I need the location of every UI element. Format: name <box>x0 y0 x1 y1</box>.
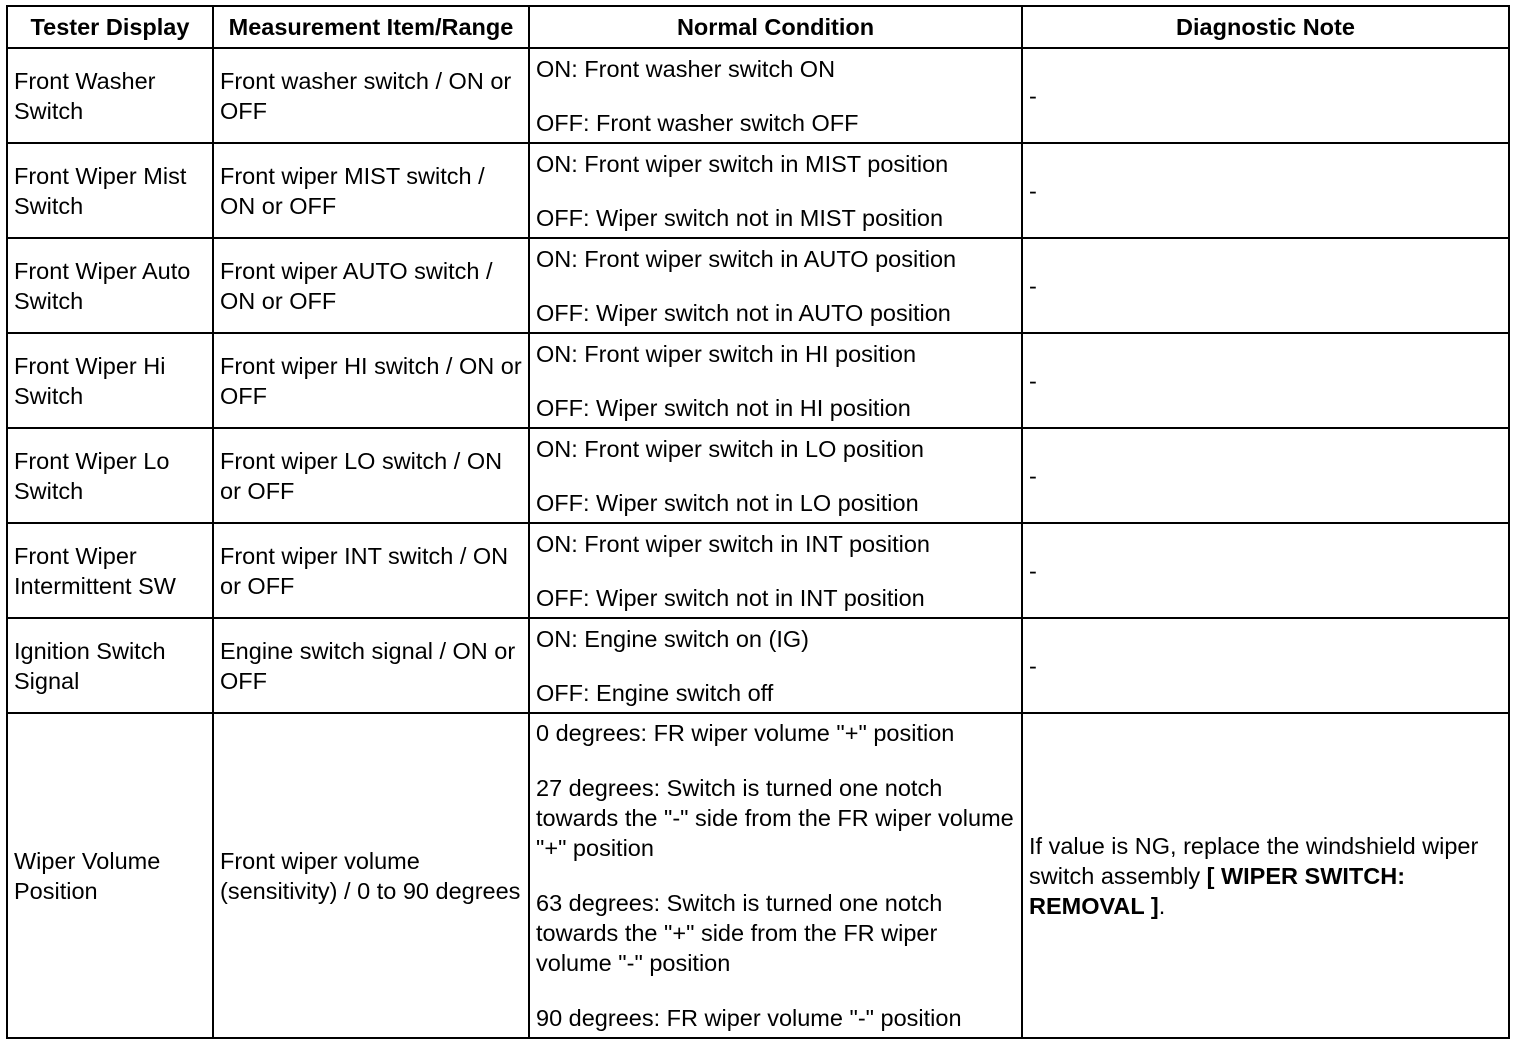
measurement-cell: Front wiper AUTO switch / ON or OFF <box>213 238 529 333</box>
tester-display-cell: Front Wiper Auto Switch <box>7 238 213 333</box>
measurement-cell: Front wiper HI switch / ON or OFF <box>213 333 529 428</box>
normal-condition-cell <box>529 713 1022 1038</box>
tester-display-cell: Ignition Switch Signal <box>7 618 213 713</box>
data-list-table <box>6 5 1510 1039</box>
tester-display-cell: Front Wiper Mist Switch <box>7 143 213 238</box>
spacer <box>536 559 1015 583</box>
condition-0-degrees: 0 degrees: FR wiper volume "+" position <box>536 720 955 746</box>
measurement-cell: Front wiper volume (sensitivity) / 0 to 90 degrees <box>213 713 529 1038</box>
header-diagnostic-note: Diagnostic Note <box>1022 6 1509 48</box>
spacer <box>536 978 1015 1003</box>
normal-condition-cell <box>529 428 1022 523</box>
condition-off: OFF: Engine switch off <box>536 679 774 706</box>
condition-off: OFF: Wiper switch not in LO position <box>536 489 919 516</box>
note-end: . <box>1158 892 1166 919</box>
header-normal-condition: Normal Condition <box>529 6 1022 48</box>
diagnostic-note-cell: - <box>1022 333 1509 428</box>
spacer <box>536 84 1015 108</box>
table-row <box>7 618 1509 713</box>
condition-off: OFF: Wiper switch not in AUTO position <box>536 299 951 326</box>
condition-27-degrees: 27 degrees: Switch is turned one notch towards the "-" side from the FR wiper volume "+" position <box>536 775 1014 861</box>
condition-on: ON: Front wiper switch in AUTO position <box>536 245 957 272</box>
spacer <box>536 654 1015 678</box>
spacer <box>536 863 1015 888</box>
note-text: If value is NG, replace the windshield wiper switch assembly <box>1029 832 1479 889</box>
normal-condition-cell <box>529 523 1022 618</box>
normal-condition-cell <box>529 238 1022 333</box>
diagnostic-note-cell: - <box>1022 618 1509 713</box>
tester-display-cell: Wiper Volume Position <box>7 713 213 1038</box>
table-row <box>7 333 1509 428</box>
condition-on: ON: Front wiper switch in LO position <box>536 435 924 462</box>
condition-on: ON: Front wiper switch in INT position <box>536 530 930 557</box>
diagnostic-note-cell: - <box>1022 143 1509 238</box>
condition-off: OFF: Wiper switch not in INT position <box>536 584 925 611</box>
spacer <box>536 179 1015 203</box>
tester-display-cell: Front Wiper Intermittent SW <box>7 523 213 618</box>
table-row <box>7 713 1509 1038</box>
header-measurement: Measurement Item/Range <box>213 6 529 48</box>
diagnostic-note-cell: - <box>1022 48 1509 143</box>
diagnostic-note-cell <box>1022 713 1509 1038</box>
table-row <box>7 48 1509 143</box>
condition-on: ON: Engine switch on (IG) <box>536 625 809 652</box>
normal-condition-cell <box>529 333 1022 428</box>
condition-90-degrees: 90 degrees: FR wiper volume "-" position <box>536 1005 962 1031</box>
spacer <box>536 748 1015 773</box>
condition-on: ON: Front wiper switch in MIST position <box>536 150 949 177</box>
normal-condition-cell <box>529 143 1022 238</box>
diagnostic-note-cell: - <box>1022 238 1509 333</box>
diagnostic-note-cell: - <box>1022 523 1509 618</box>
measurement-cell: Front wiper LO switch / ON or OFF <box>213 428 529 523</box>
condition-63-degrees: 63 degrees: Switch is turned one notch towards the "+" side from the FR wiper volume "-" position <box>536 890 943 976</box>
tester-display-cell: Front Wiper Hi Switch <box>7 333 213 428</box>
table-row <box>7 143 1509 238</box>
condition-on: ON: Front washer switch ON <box>536 55 836 82</box>
header-tester-display: Tester Display <box>7 6 213 48</box>
table-row <box>7 238 1509 333</box>
table-row <box>7 523 1509 618</box>
condition-on: ON: Front wiper switch in HI position <box>536 340 917 367</box>
diagnostic-note-cell: - <box>1022 428 1509 523</box>
spacer <box>536 274 1015 298</box>
spacer <box>536 369 1015 393</box>
wiper-switch-removal-link[interactable]: [ WIPER SWITCH: REMOVAL ] <box>1029 862 1406 919</box>
condition-off: OFF: Front washer switch OFF <box>536 109 859 136</box>
measurement-cell: Engine switch signal / ON or OFF <box>213 618 529 713</box>
spacer <box>536 464 1015 488</box>
measurement-cell: Front washer switch / ON or OFF <box>213 48 529 143</box>
normal-condition-cell <box>529 48 1022 143</box>
header-row <box>7 6 1509 48</box>
condition-off: OFF: Wiper switch not in HI position <box>536 394 911 421</box>
normal-condition-cell <box>529 618 1022 713</box>
tester-display-cell: Front Wiper Lo Switch <box>7 428 213 523</box>
condition-off: OFF: Wiper switch not in MIST position <box>536 204 944 231</box>
measurement-cell: Front wiper MIST switch / ON or OFF <box>213 143 529 238</box>
tester-display-cell: Front Washer Switch <box>7 48 213 143</box>
measurement-cell: Front wiper INT switch / ON or OFF <box>213 523 529 618</box>
table-row <box>7 428 1509 523</box>
